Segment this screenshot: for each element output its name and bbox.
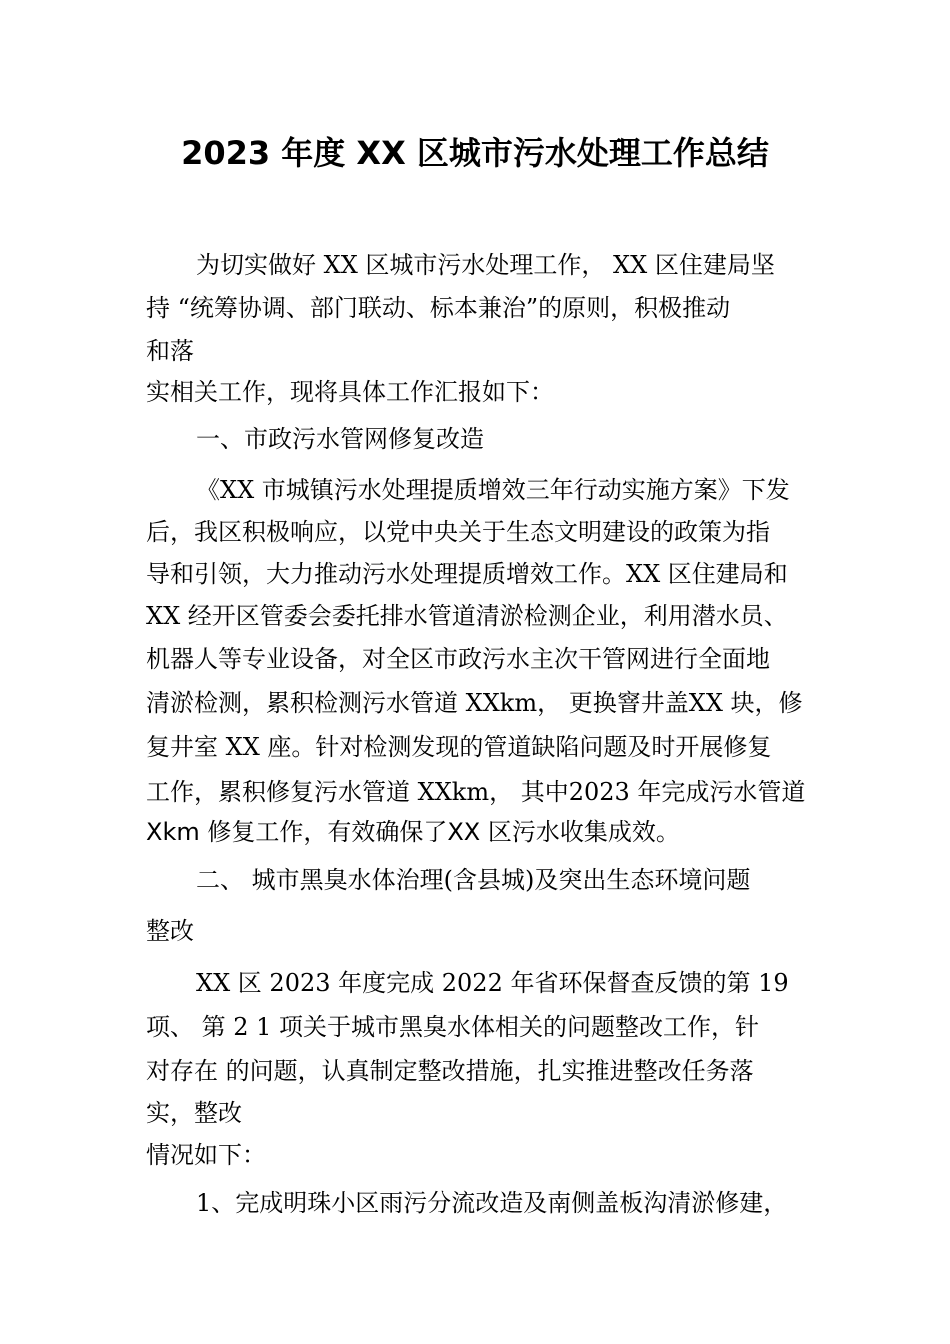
paragraph-line: 复井室 XX 座。针对检测发现的管道缺陷问题及时开展修复 [146, 733, 772, 761]
paragraph-line: XX 经开区管委会委托排水管道清淤检测企业，利用潜水员、 [146, 602, 788, 630]
paragraph-line: Xkm 修复工作，有效确保了XX 区污水收集成效。 [146, 818, 680, 846]
paragraph-line: 清淤检测，累积检测污水管道 XXkm， 更换窨井盖XX 块，修 [146, 689, 803, 717]
paragraph-line: 后，我区积极响应，以党中央关于生态文明建设的政策为指 [146, 518, 770, 546]
paragraph-line: 实相关工作，现将具体工作汇报如下： [146, 378, 554, 406]
paragraph-line: 对存在 的问题，认真制定整改措施，扎实推进整改任务落 [146, 1057, 754, 1085]
paragraph-line: 和落 [146, 337, 194, 365]
paragraph-line: 导和引领，大力推动污水处理提质增效工作。XX 区住建局和 [146, 560, 788, 588]
paragraph-line: 为切实做好 XX 区城市污水处理工作， XX 区住建局坚 [196, 251, 775, 279]
paragraph-line: 工作，累积修复污水管道 XXkm， 其中2023 年完成污水管道 [146, 778, 806, 806]
paragraph-line: 持 “统筹协调、部门联动、标本兼治”的原则，积极推动 [146, 294, 731, 322]
paragraph-line: 1、完成明珠小区雨污分流改造及南侧盖板沟清淤修建， [196, 1189, 788, 1217]
section-heading: 一、市政污水管网修复改造 [196, 425, 484, 453]
paragraph-line: 情况如下： [146, 1141, 266, 1169]
paragraph-line: XX 区 2023 年度完成 2022 年省环保督查反馈的第 19 [196, 969, 789, 997]
section-heading: 二、 城市黑臭水体治理(含县城)及突出生态环境问题 [196, 866, 751, 894]
paragraph-line: 项、 第 2 1 项关于城市黑臭水体相关的问题整改工作，针 [146, 1013, 760, 1041]
paragraph-line: 《XX 市城镇污水处理提质增效三年行动实施方案》下发 [196, 476, 790, 504]
paragraph-line: 机器人等专业设备，对全区市政污水主次干管网进行全面地 [146, 645, 770, 673]
document-title: 2023 年度 XX 区城市污水处理工作总结 [181, 134, 769, 172]
section-heading: 整改 [146, 917, 194, 945]
paragraph-line: 实，整改 [146, 1099, 242, 1127]
